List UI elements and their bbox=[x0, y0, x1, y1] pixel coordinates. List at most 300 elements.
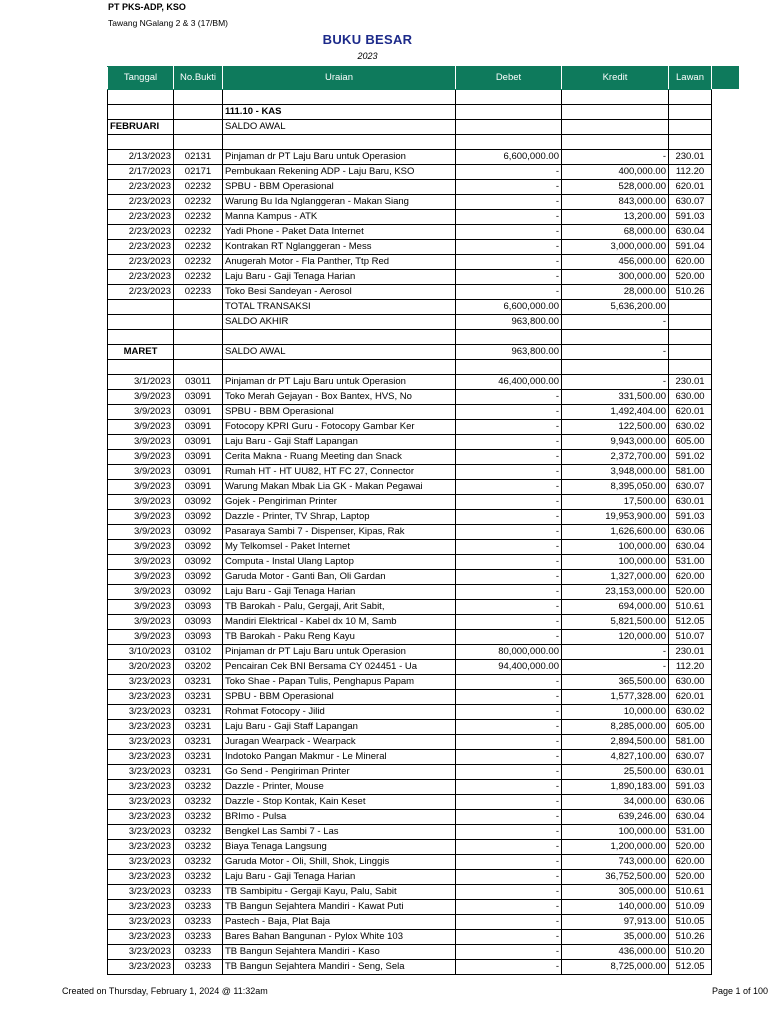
cell-kredit: 3,948,000.00 bbox=[562, 465, 669, 480]
table-row bbox=[108, 255, 712, 270]
cell-lawan: 591.04 bbox=[669, 240, 712, 255]
cell-tanggal: 3/23/2023 bbox=[108, 945, 174, 960]
cell-kredit: 9,943,000.00 bbox=[562, 435, 669, 450]
table-row bbox=[108, 150, 712, 165]
page-number: Page 1 of 100 bbox=[711, 986, 768, 996]
cell-uraian: Manna Kampus - ATK bbox=[223, 210, 456, 225]
cell-lawan: 620.01 bbox=[669, 180, 712, 195]
cell-tanggal: 3/9/2023 bbox=[108, 435, 174, 450]
cell-uraian: TB Bangun Sejahtera Mandiri - Kaso bbox=[223, 945, 456, 960]
cell-tanggal: 2/23/2023 bbox=[108, 255, 174, 270]
cell-kredit: - bbox=[562, 645, 669, 660]
cell-debet bbox=[456, 120, 562, 135]
cell-kredit: 23,153,000.00 bbox=[562, 585, 669, 600]
cell-tanggal: 3/23/2023 bbox=[108, 855, 174, 870]
cell-kredit bbox=[562, 120, 669, 135]
cell-nobukti bbox=[174, 345, 223, 360]
cell-tanggal: 3/23/2023 bbox=[108, 870, 174, 885]
cell-tanggal: 3/9/2023 bbox=[108, 630, 174, 645]
cell-debet: - bbox=[456, 240, 562, 255]
cell-tanggal bbox=[108, 330, 174, 345]
cell-uraian: SALDO AWAL bbox=[223, 120, 456, 135]
table-row bbox=[108, 720, 712, 735]
cell-lawan: 510.26 bbox=[669, 285, 712, 300]
cell-uraian: Pinjaman dr PT Laju Baru untuk Operasion bbox=[223, 645, 456, 660]
cell-debet: - bbox=[456, 465, 562, 480]
cell-uraian: Pinjaman dr PT Laju Baru untuk Operasion bbox=[223, 150, 456, 165]
cell-tanggal: 2/13/2023 bbox=[108, 150, 174, 165]
table-row bbox=[108, 870, 712, 885]
table-row bbox=[108, 660, 712, 675]
cell-debet: - bbox=[456, 840, 562, 855]
table-row bbox=[108, 795, 712, 810]
cell-lawan: 620.00 bbox=[669, 255, 712, 270]
cell-nobukti bbox=[174, 120, 223, 135]
table-row bbox=[108, 885, 712, 900]
cell-debet: 963,800.00 bbox=[456, 345, 562, 360]
cell-kredit: 365,500.00 bbox=[562, 675, 669, 690]
cell-debet: - bbox=[456, 585, 562, 600]
cell-uraian: TB Barokah - Palu, Gergaji, Arit Sabit, bbox=[223, 600, 456, 615]
cell-uraian: Toko Shae - Papan Tulis, Penghapus Papam bbox=[223, 675, 456, 690]
table-row bbox=[108, 540, 712, 555]
cell-uraian bbox=[223, 360, 456, 375]
cell-nobukti bbox=[174, 105, 223, 120]
cell-kredit: 100,000.00 bbox=[562, 540, 669, 555]
cell-debet: - bbox=[456, 600, 562, 615]
table-row bbox=[108, 825, 712, 840]
cell-debet: - bbox=[456, 630, 562, 645]
header-accent bbox=[711, 66, 739, 89]
cell-uraian: Bengkel Las Sambi 7 - Las bbox=[223, 825, 456, 840]
cell-debet: - bbox=[456, 690, 562, 705]
cell-lawan: 581.00 bbox=[669, 735, 712, 750]
cell-nobukti: 02232 bbox=[174, 240, 223, 255]
cell-nobukti: 03092 bbox=[174, 540, 223, 555]
cell-debet: - bbox=[456, 285, 562, 300]
cell-uraian: Warung Bu Ida Nglanggeran - Makan Siang bbox=[223, 195, 456, 210]
cell-uraian: Rumah HT - HT UU82, HT FC 27, Connector bbox=[223, 465, 456, 480]
cell-nobukti: 02171 bbox=[174, 165, 223, 180]
cell-kredit: - bbox=[562, 315, 669, 330]
cell-debet: - bbox=[456, 555, 562, 570]
cell-debet: - bbox=[456, 405, 562, 420]
cell-uraian: 111.10 - KAS bbox=[223, 105, 456, 120]
cell-uraian: SPBU - BBM Operasional bbox=[223, 180, 456, 195]
cell-uraian: Dazzle - Stop Kontak, Kain Keset bbox=[223, 795, 456, 810]
cell-nobukti: 03092 bbox=[174, 525, 223, 540]
cell-debet: 963,800.00 bbox=[456, 315, 562, 330]
cell-nobukti: 02131 bbox=[174, 150, 223, 165]
cell-debet: - bbox=[456, 945, 562, 960]
cell-nobukti: 03231 bbox=[174, 690, 223, 705]
cell-debet: - bbox=[456, 420, 562, 435]
cell-uraian: Pinjaman dr PT Laju Baru untuk Operasion bbox=[223, 375, 456, 390]
cell-kredit bbox=[562, 105, 669, 120]
cell-nobukti: 03231 bbox=[174, 735, 223, 750]
cell-debet bbox=[456, 105, 562, 120]
cell-nobukti: 02232 bbox=[174, 255, 223, 270]
cell-debet: - bbox=[456, 570, 562, 585]
cell-debet: - bbox=[456, 180, 562, 195]
cell-nobukti: 03231 bbox=[174, 675, 223, 690]
table-row bbox=[108, 240, 712, 255]
cell-uraian: SALDO AKHIR bbox=[223, 315, 456, 330]
cell-debet bbox=[456, 330, 562, 345]
cell-debet bbox=[456, 90, 562, 105]
cell-debet: - bbox=[456, 765, 562, 780]
cell-debet: - bbox=[456, 450, 562, 465]
cell-lawan: 581.00 bbox=[669, 465, 712, 480]
cell-nobukti: 03092 bbox=[174, 585, 223, 600]
cell-lawan: 630.02 bbox=[669, 705, 712, 720]
cell-lawan: 630.04 bbox=[669, 225, 712, 240]
cell-kredit: 100,000.00 bbox=[562, 825, 669, 840]
cell-tanggal: 3/9/2023 bbox=[108, 390, 174, 405]
cell-debet: - bbox=[456, 480, 562, 495]
cell-uraian: Pastech - Baja, Plat Baja bbox=[223, 915, 456, 930]
table-row bbox=[108, 750, 712, 765]
cell-debet: 6,600,000.00 bbox=[456, 300, 562, 315]
cell-lawan bbox=[669, 120, 712, 135]
table-row bbox=[108, 810, 712, 825]
cell-uraian: Toko Besi Sandeyan - Aerosol bbox=[223, 285, 456, 300]
col-header-tanggal: Tanggal bbox=[108, 67, 174, 90]
cell-uraian: Dazzle - Printer, Mouse bbox=[223, 780, 456, 795]
cell-debet: - bbox=[456, 675, 562, 690]
company-address: Tawang NGalang 2 & 3 (17/BM) bbox=[108, 18, 229, 28]
table-row bbox=[108, 450, 712, 465]
cell-kredit: - bbox=[562, 150, 669, 165]
cell-tanggal: 3/23/2023 bbox=[108, 705, 174, 720]
cell-debet: - bbox=[456, 735, 562, 750]
cell-nobukti: 03233 bbox=[174, 930, 223, 945]
cell-uraian: Bares Bahan Bangunan - Pylox White 103 bbox=[223, 930, 456, 945]
cell-lawan: 520.00 bbox=[669, 270, 712, 285]
cell-kredit: 1,626,600.00 bbox=[562, 525, 669, 540]
cell-nobukti: 02233 bbox=[174, 285, 223, 300]
cell-kredit: - bbox=[562, 375, 669, 390]
cell-debet: - bbox=[456, 435, 562, 450]
cell-debet: - bbox=[456, 495, 562, 510]
cell-uraian bbox=[223, 135, 456, 150]
cell-uraian: SALDO AWAL bbox=[223, 345, 456, 360]
cell-kredit: 456,000.00 bbox=[562, 255, 669, 270]
table-row bbox=[108, 525, 712, 540]
cell-kredit: 305,000.00 bbox=[562, 885, 669, 900]
cell-kredit bbox=[562, 135, 669, 150]
cell-tanggal: 2/23/2023 bbox=[108, 195, 174, 210]
cell-nobukti: 03091 bbox=[174, 420, 223, 435]
cell-debet: - bbox=[456, 210, 562, 225]
cell-debet: - bbox=[456, 525, 562, 540]
cell-uraian: Garuda Motor - Oli, Shill, Shok, Linggis bbox=[223, 855, 456, 870]
cell-tanggal: 2/23/2023 bbox=[108, 240, 174, 255]
cell-debet: - bbox=[456, 255, 562, 270]
cell-tanggal: 3/9/2023 bbox=[108, 525, 174, 540]
cell-lawan: 630.07 bbox=[669, 195, 712, 210]
cell-tanggal bbox=[108, 360, 174, 375]
cell-nobukti: 03202 bbox=[174, 660, 223, 675]
cell-nobukti: 03232 bbox=[174, 795, 223, 810]
cell-nobukti: 03233 bbox=[174, 915, 223, 930]
cell-nobukti: 03091 bbox=[174, 480, 223, 495]
cell-lawan: 630.06 bbox=[669, 525, 712, 540]
cell-lawan: 620.01 bbox=[669, 690, 712, 705]
cell-nobukti: 03232 bbox=[174, 780, 223, 795]
cell-nobukti bbox=[174, 300, 223, 315]
cell-nobukti: 02232 bbox=[174, 225, 223, 240]
cell-debet: - bbox=[456, 915, 562, 930]
cell-debet: - bbox=[456, 780, 562, 795]
cell-lawan: 630.07 bbox=[669, 750, 712, 765]
table-row bbox=[108, 285, 712, 300]
table-row bbox=[108, 690, 712, 705]
cell-uraian: My Telkomsel - Paket Internet bbox=[223, 540, 456, 555]
cell-lawan: 591.03 bbox=[669, 510, 712, 525]
cell-lawan: 531.00 bbox=[669, 555, 712, 570]
table-row bbox=[108, 225, 712, 240]
cell-kredit: 10,000.00 bbox=[562, 705, 669, 720]
cell-debet: - bbox=[456, 825, 562, 840]
cell-nobukti: 03091 bbox=[174, 390, 223, 405]
cell-tanggal: 3/23/2023 bbox=[108, 930, 174, 945]
cell-lawan: 510.07 bbox=[669, 630, 712, 645]
table-row bbox=[108, 180, 712, 195]
cell-debet: - bbox=[456, 870, 562, 885]
cell-debet: - bbox=[456, 810, 562, 825]
cell-lawan: 230.01 bbox=[669, 375, 712, 390]
cell-tanggal bbox=[108, 315, 174, 330]
cell-nobukti: 03232 bbox=[174, 825, 223, 840]
cell-debet: - bbox=[456, 225, 562, 240]
table-row bbox=[108, 735, 712, 750]
cell-kredit: 35,000.00 bbox=[562, 930, 669, 945]
cell-lawan: 230.01 bbox=[669, 645, 712, 660]
cell-tanggal: 3/9/2023 bbox=[108, 510, 174, 525]
cell-debet: - bbox=[456, 390, 562, 405]
cell-nobukti: 03232 bbox=[174, 855, 223, 870]
table-row bbox=[108, 510, 712, 525]
cell-tanggal bbox=[108, 90, 174, 105]
cell-debet: - bbox=[456, 540, 562, 555]
cell-lawan: 512.05 bbox=[669, 615, 712, 630]
cell-tanggal: 3/23/2023 bbox=[108, 720, 174, 735]
cell-tanggal: 3/23/2023 bbox=[108, 810, 174, 825]
cell-nobukti: 03091 bbox=[174, 465, 223, 480]
cell-nobukti: 03233 bbox=[174, 885, 223, 900]
cell-kredit: 5,636,200.00 bbox=[562, 300, 669, 315]
cell-kredit: 743,000.00 bbox=[562, 855, 669, 870]
company-name: PT PKS-ADP, KSO bbox=[108, 2, 186, 12]
cell-nobukti: 03091 bbox=[174, 435, 223, 450]
cell-uraian: Toko Merah Gejayan - Box Bantex, HVS, No bbox=[223, 390, 456, 405]
cell-uraian: Yadi Phone - Paket Data Internet bbox=[223, 225, 456, 240]
cell-kredit: 100,000.00 bbox=[562, 555, 669, 570]
cell-tanggal: 3/23/2023 bbox=[108, 885, 174, 900]
cell-lawan: 510.61 bbox=[669, 600, 712, 615]
table-row bbox=[108, 585, 712, 600]
cell-lawan: 510.20 bbox=[669, 945, 712, 960]
cell-lawan: 591.03 bbox=[669, 780, 712, 795]
col-header-kredit: Kredit bbox=[562, 67, 669, 90]
cell-kredit: 28,000.00 bbox=[562, 285, 669, 300]
cell-nobukti: 03232 bbox=[174, 870, 223, 885]
cell-kredit: 3,000,000.00 bbox=[562, 240, 669, 255]
cell-debet: - bbox=[456, 270, 562, 285]
col-header-nobukti: No.Bukti bbox=[174, 67, 223, 90]
cell-kredit bbox=[562, 90, 669, 105]
cell-uraian: Anugerah Motor - Fla Panther, Ttp Red bbox=[223, 255, 456, 270]
table-row bbox=[108, 915, 712, 930]
cell-kredit: 1,492,404.00 bbox=[562, 405, 669, 420]
created-timestamp: Created on Thursday, February 1, 2024 @ 11:32am bbox=[62, 986, 268, 996]
cell-nobukti: 03102 bbox=[174, 645, 223, 660]
cell-tanggal: 3/23/2023 bbox=[108, 825, 174, 840]
cell-tanggal: 3/9/2023 bbox=[108, 465, 174, 480]
cell-kredit: 843,000.00 bbox=[562, 195, 669, 210]
month-row bbox=[108, 345, 712, 360]
cell-tanggal: 3/23/2023 bbox=[108, 900, 174, 915]
cell-lawan: 112.20 bbox=[669, 660, 712, 675]
cell-uraian: Biaya Tenaga Langsung bbox=[223, 840, 456, 855]
cell-tanggal: 3/9/2023 bbox=[108, 600, 174, 615]
cell-lawan: 531.00 bbox=[669, 825, 712, 840]
cell-lawan bbox=[669, 300, 712, 315]
cell-debet: - bbox=[456, 900, 562, 915]
cell-kredit: 436,000.00 bbox=[562, 945, 669, 960]
cell-tanggal: 2/23/2023 bbox=[108, 270, 174, 285]
blank-row bbox=[108, 360, 712, 375]
table-row bbox=[108, 495, 712, 510]
cell-kredit: - bbox=[562, 345, 669, 360]
table-row bbox=[108, 645, 712, 660]
cell-kredit: 36,752,500.00 bbox=[562, 870, 669, 885]
cell-nobukti: 03232 bbox=[174, 840, 223, 855]
cell-nobukti bbox=[174, 90, 223, 105]
cell-tanggal: 3/23/2023 bbox=[108, 690, 174, 705]
account-row bbox=[108, 105, 712, 120]
cell-tanggal bbox=[108, 105, 174, 120]
cell-tanggal: 2/23/2023 bbox=[108, 210, 174, 225]
cell-kredit: 2,372,700.00 bbox=[562, 450, 669, 465]
cell-kredit: 1,327,000.00 bbox=[562, 570, 669, 585]
table-row bbox=[108, 420, 712, 435]
cell-lawan: 591.03 bbox=[669, 210, 712, 225]
cell-tanggal: FEBRUARI bbox=[108, 120, 174, 135]
cell-lawan: 591.02 bbox=[669, 450, 712, 465]
cell-nobukti: 03091 bbox=[174, 450, 223, 465]
cell-tanggal: 3/1/2023 bbox=[108, 375, 174, 390]
cell-nobukti: 03233 bbox=[174, 900, 223, 915]
cell-debet: - bbox=[456, 705, 562, 720]
cell-kredit: 2,894,500.00 bbox=[562, 735, 669, 750]
cell-debet: 80,000,000.00 bbox=[456, 645, 562, 660]
cell-tanggal: 3/9/2023 bbox=[108, 480, 174, 495]
cell-kredit: 400,000.00 bbox=[562, 165, 669, 180]
table-row bbox=[108, 210, 712, 225]
cell-tanggal: 3/9/2023 bbox=[108, 495, 174, 510]
cell-tanggal: 3/9/2023 bbox=[108, 420, 174, 435]
cell-kredit: 5,821,500.00 bbox=[562, 615, 669, 630]
cell-uraian: Laju Baru - Gaji Tenaga Harian bbox=[223, 870, 456, 885]
cell-debet: - bbox=[456, 930, 562, 945]
cell-tanggal: 3/9/2023 bbox=[108, 555, 174, 570]
table-row bbox=[108, 600, 712, 615]
blank-row bbox=[108, 135, 712, 150]
cell-uraian: TB Sambipitu - Gergaji Kayu, Palu, Sabit bbox=[223, 885, 456, 900]
cell-debet: - bbox=[456, 195, 562, 210]
cell-uraian: Kontrakan RT Nglanggeran - Mess bbox=[223, 240, 456, 255]
cell-nobukti bbox=[174, 135, 223, 150]
cell-kredit: 1,200,000.00 bbox=[562, 840, 669, 855]
table-row bbox=[108, 435, 712, 450]
cell-nobukti: 03232 bbox=[174, 810, 223, 825]
blank-row bbox=[108, 90, 712, 105]
cell-tanggal bbox=[108, 135, 174, 150]
cell-lawan: 605.00 bbox=[669, 435, 712, 450]
cell-lawan: 630.00 bbox=[669, 675, 712, 690]
cell-lawan: 510.61 bbox=[669, 885, 712, 900]
cell-kredit: - bbox=[562, 660, 669, 675]
cell-tanggal: 3/23/2023 bbox=[108, 960, 174, 975]
cell-debet: - bbox=[456, 510, 562, 525]
cell-uraian: Indotoko Pangan Makmur - Le Mineral bbox=[223, 750, 456, 765]
cell-lawan: 520.00 bbox=[669, 870, 712, 885]
col-header-uraian: Uraian bbox=[223, 67, 456, 90]
cell-nobukti bbox=[174, 330, 223, 345]
cell-lawan: 510.05 bbox=[669, 915, 712, 930]
cell-lawan: 630.00 bbox=[669, 390, 712, 405]
cell-kredit: 25,500.00 bbox=[562, 765, 669, 780]
blank-row bbox=[108, 330, 712, 345]
cell-debet: - bbox=[456, 885, 562, 900]
col-header-lawan: Lawan bbox=[669, 67, 712, 90]
cell-nobukti: 03093 bbox=[174, 630, 223, 645]
cell-uraian: TOTAL TRANSAKSI bbox=[223, 300, 456, 315]
cell-kredit: 4,827,100.00 bbox=[562, 750, 669, 765]
cell-uraian bbox=[223, 330, 456, 345]
cell-tanggal: 2/23/2023 bbox=[108, 285, 174, 300]
cell-nobukti: 03231 bbox=[174, 765, 223, 780]
table-row bbox=[108, 960, 712, 975]
cell-uraian: Pasaraya Sambi 7 - Dispenser, Kipas, Rak bbox=[223, 525, 456, 540]
table-row bbox=[108, 405, 712, 420]
cell-lawan: 230.01 bbox=[669, 150, 712, 165]
cell-nobukti: 03233 bbox=[174, 945, 223, 960]
table-row bbox=[108, 840, 712, 855]
table-row bbox=[108, 555, 712, 570]
cell-debet: - bbox=[456, 960, 562, 975]
cell-uraian: BRImo - Pulsa bbox=[223, 810, 456, 825]
cell-lawan: 630.04 bbox=[669, 810, 712, 825]
cell-lawan: 630.07 bbox=[669, 480, 712, 495]
cell-debet: - bbox=[456, 615, 562, 630]
cell-kredit: 68,000.00 bbox=[562, 225, 669, 240]
cell-tanggal: 3/23/2023 bbox=[108, 840, 174, 855]
cell-lawan bbox=[669, 315, 712, 330]
cell-debet: - bbox=[456, 165, 562, 180]
cell-tanggal: 2/23/2023 bbox=[108, 225, 174, 240]
cell-tanggal: 3/10/2023 bbox=[108, 645, 174, 660]
cell-nobukti: 03092 bbox=[174, 555, 223, 570]
cell-tanggal: MARET bbox=[108, 345, 174, 360]
cell-lawan bbox=[669, 135, 712, 150]
cell-kredit: 300,000.00 bbox=[562, 270, 669, 285]
cell-uraian: Fotocopy KPRI Guru - Fotocopy Gambar Ker bbox=[223, 420, 456, 435]
cell-kredit: 120,000.00 bbox=[562, 630, 669, 645]
cell-lawan bbox=[669, 360, 712, 375]
